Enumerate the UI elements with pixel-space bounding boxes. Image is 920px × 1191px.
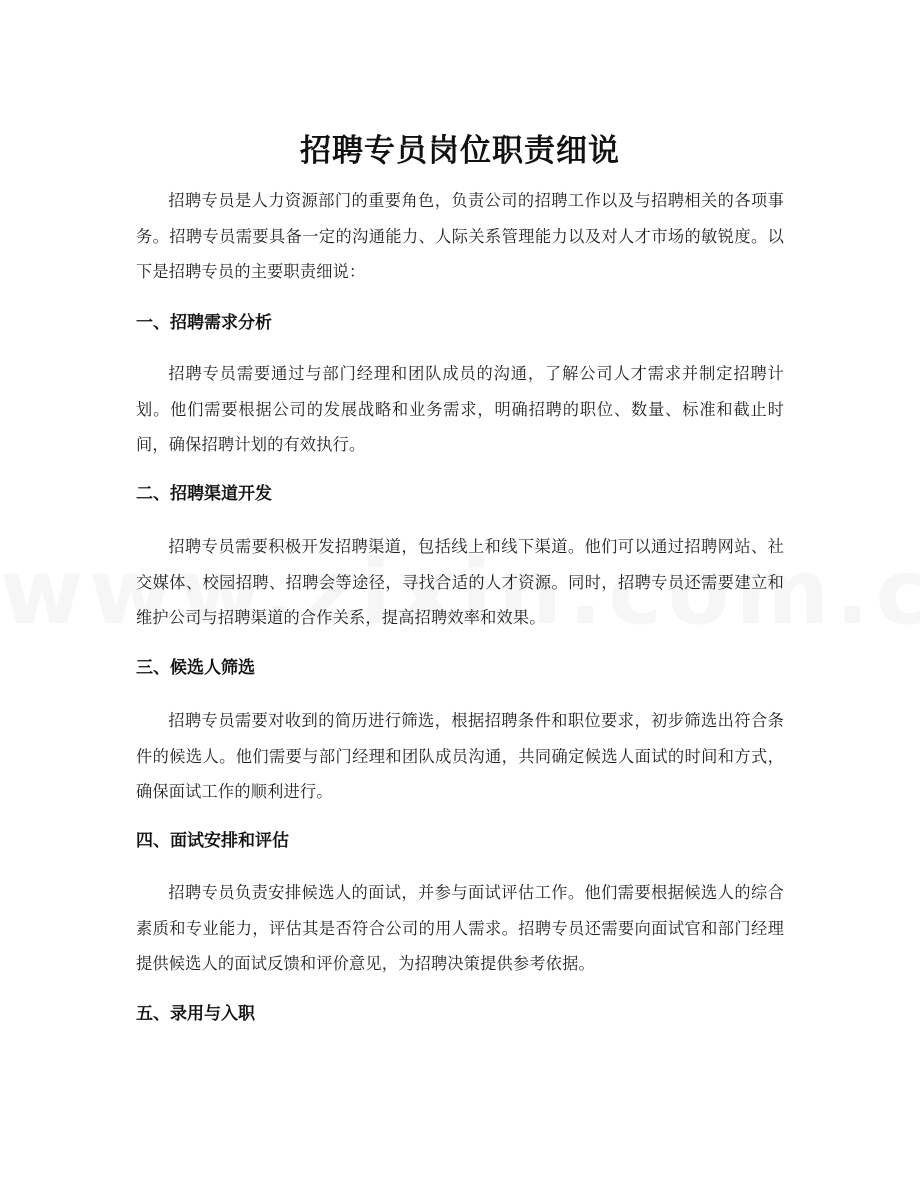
section-heading-3: 三、候选人筛选 <box>136 658 255 678</box>
section-heading-5: 五、录用与入职 <box>136 1004 255 1024</box>
intro-paragraph: 招聘专员是人力资源部门的重要角色，负责公司的招聘工作以及与招聘相关的各项事务。招聘专员需要具备一定的沟通能力、人际关系管理能力以及对人才市场的敏锐度。以下是招聘专员的主要职责细说： <box>136 191 784 281</box>
document-title: 招聘专员岗位职责细说 <box>300 132 620 169</box>
section-heading-2: 二、招聘渠道开发 <box>136 484 272 504</box>
section-body-4: 招聘专员负责安排候选人的面试，并参与面试评估工作。他们需要根据候选人的综合素质和专业能力，评估其是否符合公司的用人需求。招聘专员还需要向面试官和部门经理提供候选人的面试反馈和评价意见，为招聘决策提供参考依据。 <box>136 883 784 973</box>
section-body-1: 招聘专员需要通过与部门经理和团队成员的沟通，了解公司人才需求并制定招聘计划。他们需要根据公司的发展战略和业务需求，明确招聘的职位、数量、标准和截止时间，确保招聘计划的有效执行。 <box>136 364 784 454</box>
section-body-3: 招聘专员需要对收到的简历进行筛选，根据招聘条件和职位要求，初步筛选出符合条件的候选人。他们需要与部门经理和团队成员沟通，共同确定候选人面试的时间和方式，确保面试工作的顺利进行。 <box>136 711 784 801</box>
section-heading-4: 四、面试安排和评估 <box>136 831 289 851</box>
section-heading-1: 一、招聘需求分析 <box>136 313 272 333</box>
section-body-2: 招聘专员需要积极开发招聘渠道，包括线上和线下渠道。他们可以通过招聘网站、社交媒体、校园招聘、招聘会等途径，寻找合适的人才资源。同时，招聘专员还需要建立和维护公司与招聘渠道的合作关系，提高招聘效率和效果。 <box>136 537 784 627</box>
